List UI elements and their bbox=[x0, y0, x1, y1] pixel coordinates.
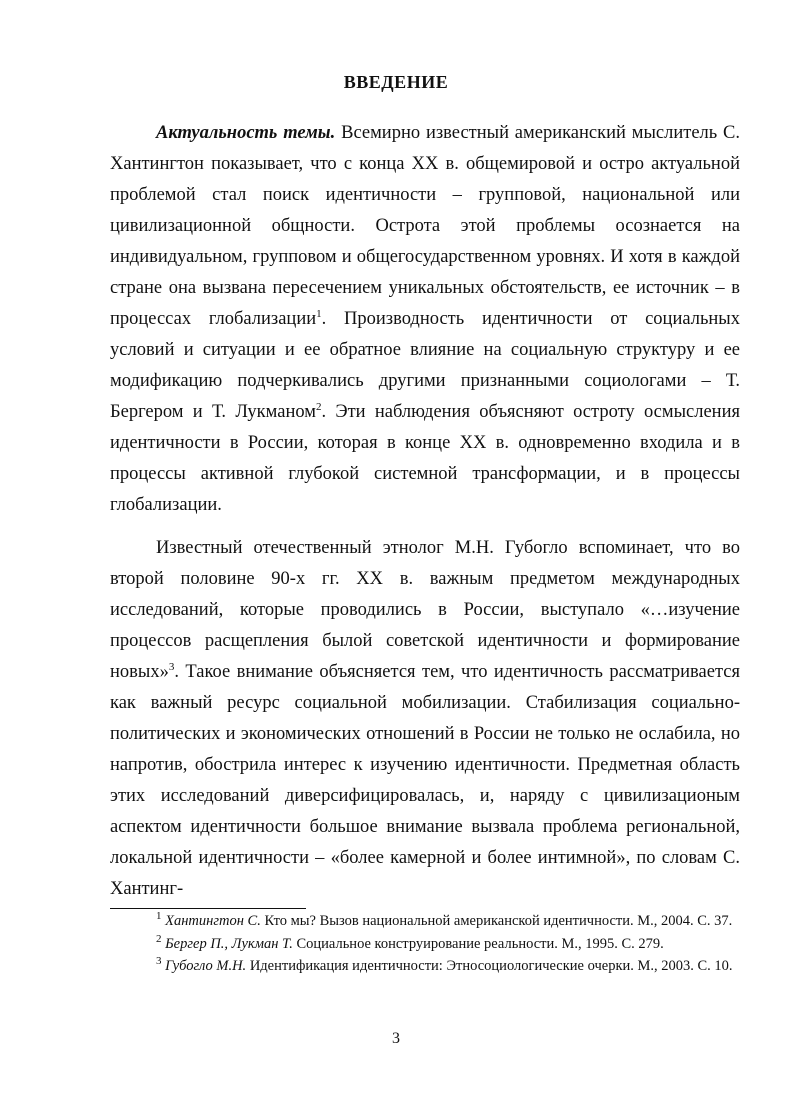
footnote-text: Социальное конструирование реальности. М., 1995. С. 279. bbox=[292, 935, 664, 952]
paragraph-relevance bbox=[110, 118, 740, 521]
footnote-number: 3 bbox=[156, 955, 162, 968]
paragraph-text: Всемирно известный американский мыслитель С. Хантингтон показывает, что с конца XX в. общемировой и остро актуальной проблемой стал поиск идентичности – групповой, национальной или цивилизационной общности. Острота этой проблемы осознается на индивидуальном, групповом и общегосударственном уровнях. И хотя в каждой стране она вызвана пересечением уникальных обстоятельств, ее источник – в процессах глобализации bbox=[110, 123, 740, 329]
paragraph-gubogl bbox=[110, 533, 740, 905]
footnote-1 bbox=[110, 912, 740, 932]
footnote-text: Идентификация идентичности: Этносоциологические очерки. М., 2003. С. 10. bbox=[246, 958, 733, 974]
footnote-text: Кто мы? Вызов национальной американской идентичности. М., 2004. С. 37. bbox=[260, 913, 733, 929]
paragraph-text: Известный отечественный этнолог М.Н. Губогло вспоминает, что во второй половине 90-х гг. XX в. важным предметом международных исследований, которые проводились в России, выступало «…изучение процессов расщепления былой советской идентичности и формирование новых» bbox=[110, 538, 740, 682]
footnote-author: Хантингтон С. bbox=[165, 913, 261, 929]
footnote-author: Губогло М.Н. bbox=[165, 958, 247, 974]
page-number: 3 bbox=[392, 1030, 400, 1047]
footnote-3 bbox=[110, 957, 740, 977]
footnote-ref-1: 1 bbox=[316, 307, 322, 320]
footnote-number: 1 bbox=[156, 910, 162, 923]
footnote-author: Бергер П., Лукман Т. bbox=[165, 935, 293, 952]
footnote-2 bbox=[110, 932, 740, 955]
body-text bbox=[110, 118, 740, 917]
footnote-divider bbox=[110, 908, 306, 909]
paragraph-text: . Такое внимание объясняется тем, что идентичность рассматривается как важный ресурс социальной мобилизации. Стабилизация социально-политических и экономических отношений в России не только не ослабила, но напротив, обострила интерес к изучению идентичности. Предметная область этих исследований диверсифицировалась, и, наряду с цивилизационым аспектом идентичности большое внимание вызвала проблема региональной, локальной идентичности – «более камерной и более интимной», по словам С. Хантинг- bbox=[110, 662, 740, 899]
footnote-number: 2 bbox=[156, 932, 162, 945]
lead-phrase: Актуальность темы. bbox=[156, 123, 336, 143]
footnotes bbox=[110, 912, 740, 980]
footnote-ref-2: 2 bbox=[315, 400, 322, 413]
paragraph-text: . Производность идентичности от социальных условий и ситуации и ее обратное влияние на социальную структуру и ее модификацию подчеркивались другими признанными социологами – Т. Бергером и Т. Лукманом bbox=[110, 309, 740, 422]
paragraph-text: . Эти наблюдения объясняют остроту осмысления идентичности в России, которая в конце XX в. одновременно входила и в процессы активной глубокой системной трансформации, и в процессы глобализации. bbox=[110, 402, 740, 515]
footnote-ref-3: 3 bbox=[168, 660, 175, 673]
section-heading: ВВЕДЕНИЕ bbox=[343, 72, 449, 92]
